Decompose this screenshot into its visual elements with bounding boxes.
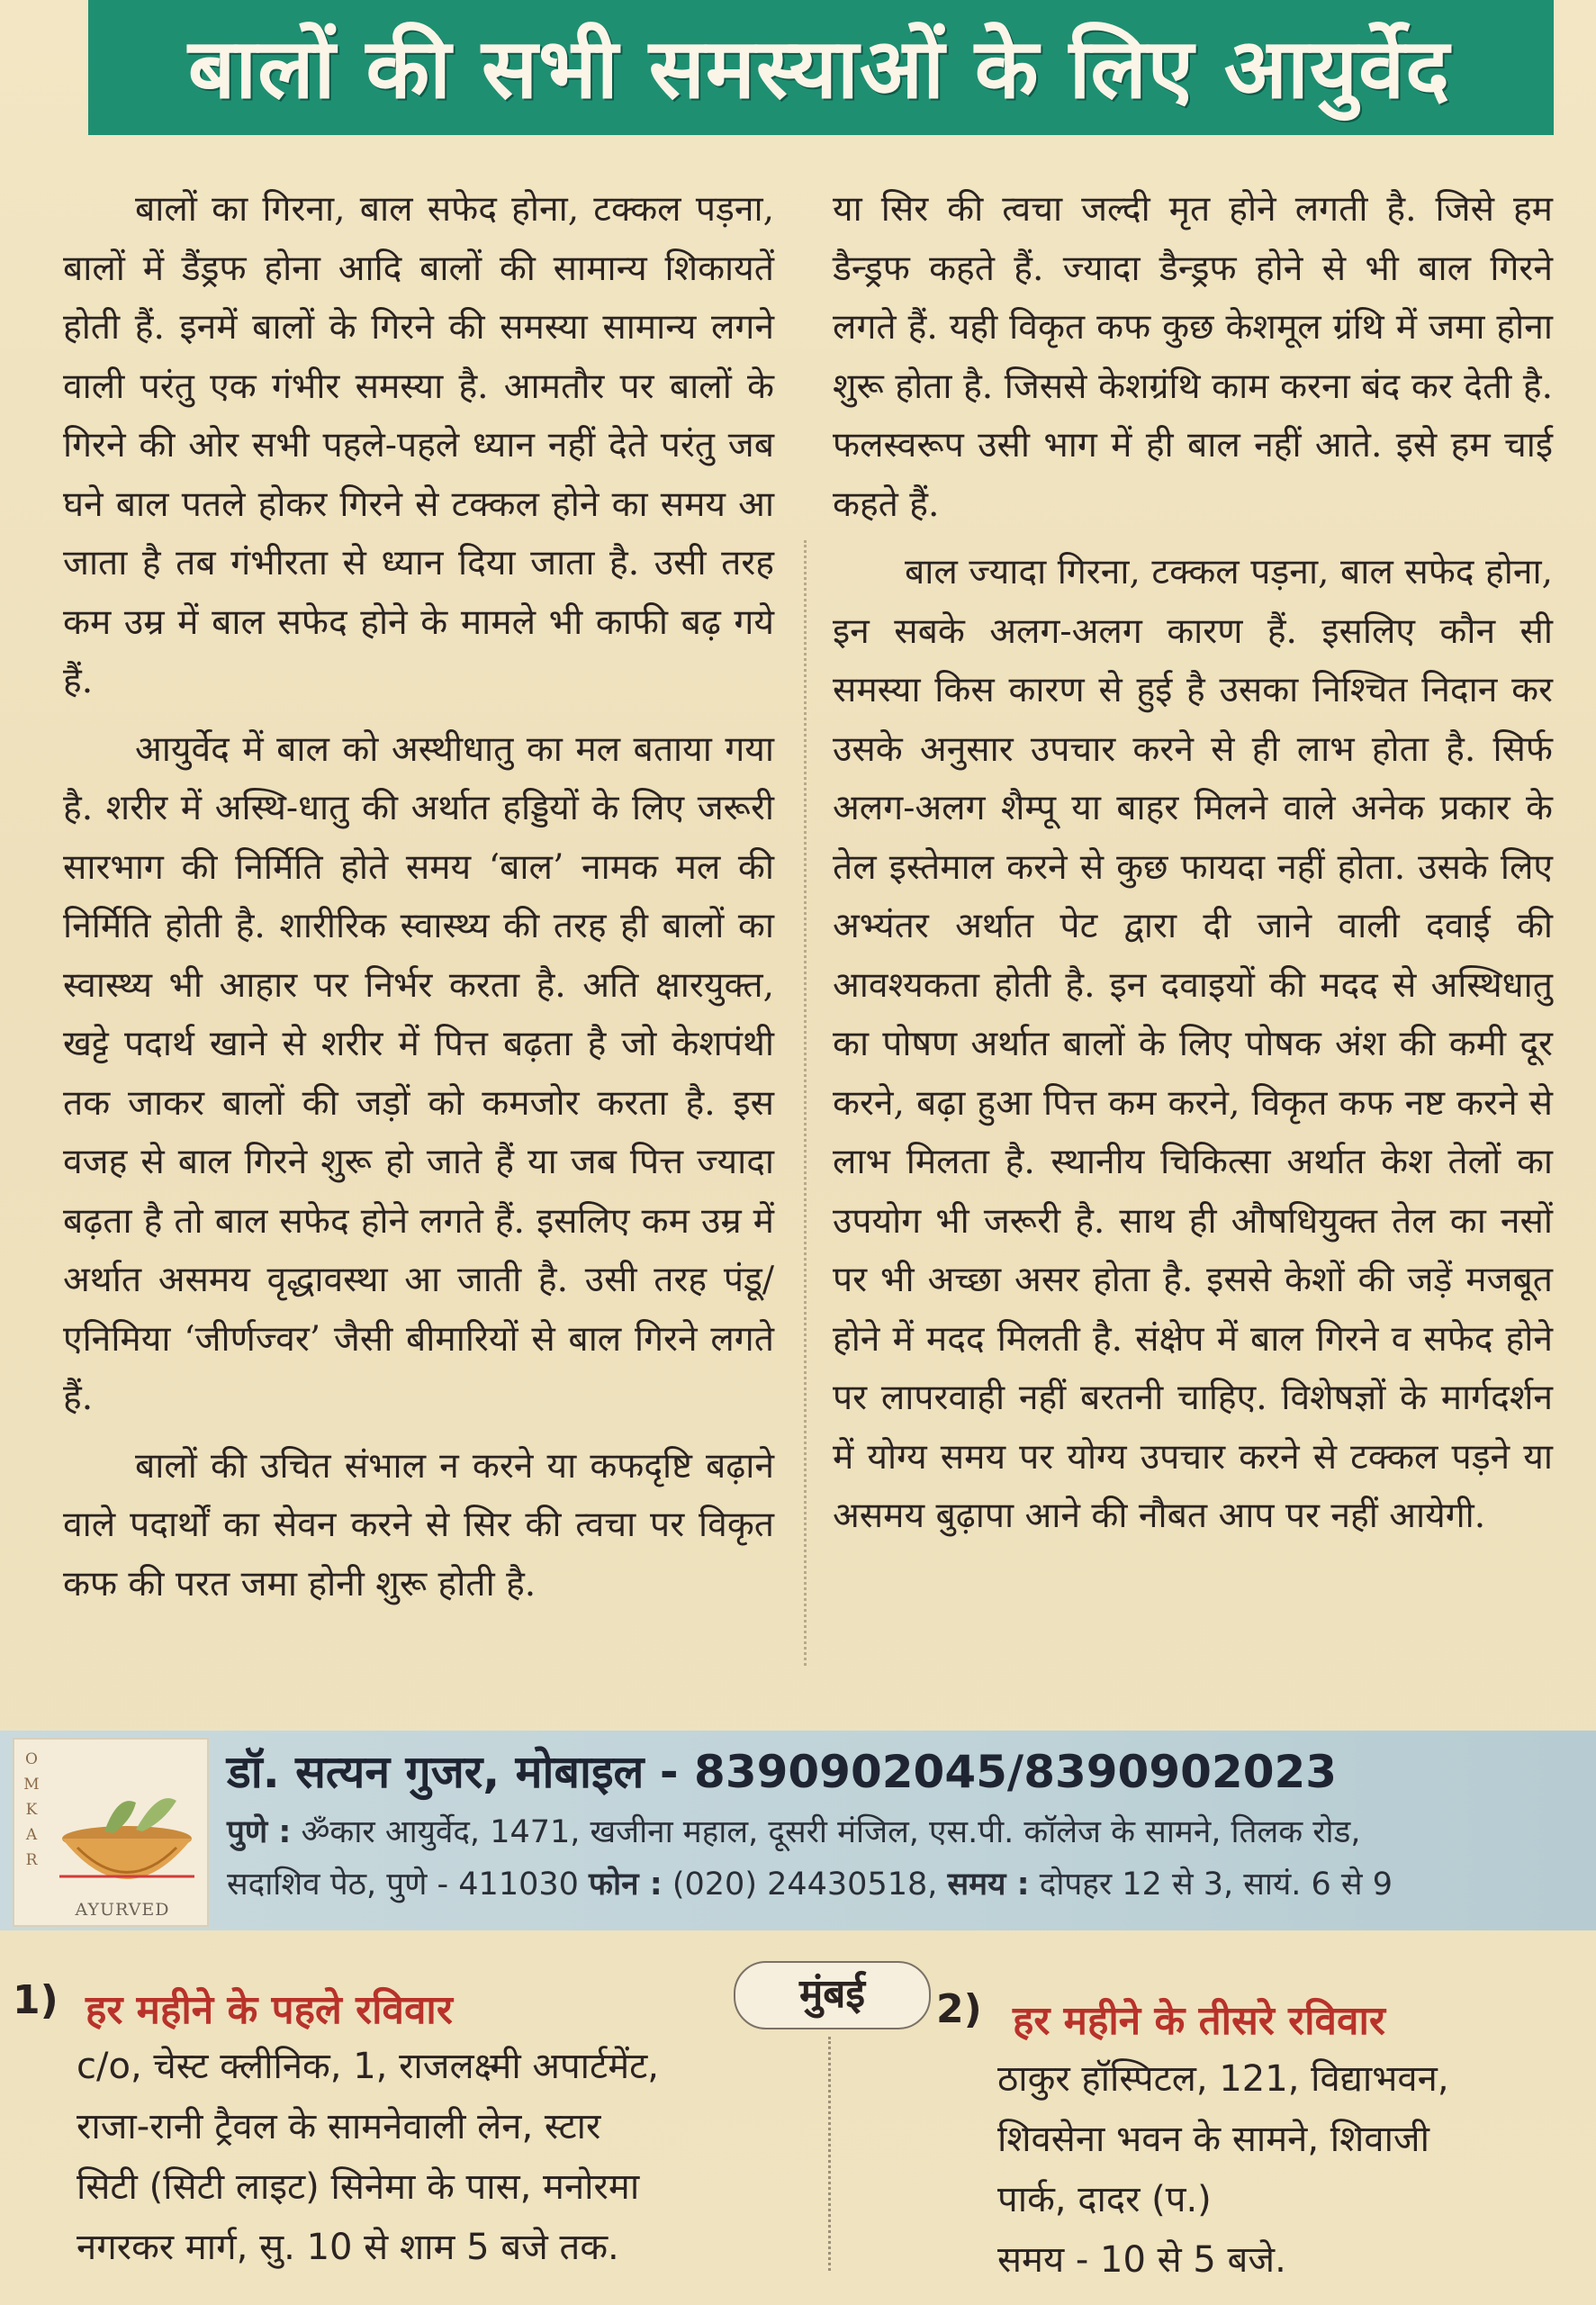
address-line: पार्क, दादर (प.) (997, 2179, 1212, 2220)
clinic-2-number: 2) (936, 1986, 982, 2032)
address-text: सदाशिव पेठ, पुणे - 411030 (227, 1867, 579, 1903)
address-line: सिटी (सिटी लाइट) सिनेमा के पास, मनोरमा (77, 2166, 640, 2208)
address-line: ठाकुर हॉस्पिटल, 121, विद्याभवन, (997, 2058, 1449, 2100)
address-line: नगरकर मार्ग, सु. 10 से शाम 5 बजे तक. (77, 2227, 619, 2268)
address-line: c/o, चेस्ट क्लीनिक, 1, राजलक्ष्मी अपार्टमेंट, (77, 2046, 659, 2087)
clinic-1-schedule: हर महीने के पहले रविवार (86, 1987, 453, 2033)
article-paragraph: या सिर की त्वचा जल्दी मृत होने लगती है. जिसे हम डैन्ड्रफ कहते हैं. ज्यादा डैन्ड्रफ होने से भी बाल गिरने लगते हैं. यही विकृत कफ कुछ केशमूल ग्रंथि में जमा होना शुरू होता है. जिससे केशग्रंथि काम करना बंद कर देती है. फलस्वरूप उसी भाग में ही बाल नहीं आते. इसे हम चाई कहते हैं. (833, 189, 1553, 525)
clinic-divider (828, 2037, 831, 2271)
omkar-ayurved-logo (13, 1738, 209, 1927)
article-paragraph: बाल ज्यादा गिरना, टक्कल पड़ना, बाल सफेद होना, इन सबके अलग-अलग कारण हैं. इसलिए कौन सी समस्या किस कारण से हुई है उसका निश्चित निदान कर उसके अनुसार उपचार करने से ही लाभ होता है. सिर्फ अलग-अलग शैम्पू या बाहर मिलने वाले अनेक प्रकार के तेल इस्तेमाल करने से कुछ फायदा नहीं होता. उसके लिए अभ्यंतर अर्थात पेट द्वारा दी जाने वाली दवाई की आवश्यकता होती है. इन दवाइयों की मदद से अस्थिधातु का पोषण अर्थात बालों के लिए पोषक अंश की कमी दूर करने, बढ़ा हुआ पित्त कम करने, विकृत कफ नष्ट करने से लाभ मिलता है. स्थानीय चिकित्सा अर्थात केश तेलों का उपयोग भी जरूरी है. साथ ही औषधियुक्त तेल का नसों पर भी अच्छा असर होता है. इससे केशों की जड़ें मजबूत होने में मदद मिलती है. संक्षेप में बाल गिरने व सफेद होने पर लापरवाही नहीं बरतनी चाहिए. विशेषज्ञों के मार्गदर्शन में योग्य समय पर योग्य उपचार करने से टक्कल पड़ने या असमय बुढ़ापा आने की नौबत आप पर नहीं आयेगी. (833, 552, 1553, 1536)
time-label: समय : (947, 1867, 1030, 1903)
article-column-left (63, 180, 774, 1623)
address-text: ॐकार आयुर्वेद, 1471, खजीना महाल, दूसरी मंजिल, एस.पी. कॉलेज के सामने, तिलक रोड, (301, 1814, 1361, 1850)
address-line: राजा-रानी ट्रैवल के सामनेवाली लेन, स्टार (77, 2106, 601, 2147)
logo-letter: R (25, 1851, 38, 1869)
phone-number: (020) 24430518, (672, 1867, 938, 1903)
article-column-right (833, 180, 1553, 1555)
article-paragraph: बालों की उचित संभाल न करने या कफदृष्टि बढ़ाने वाले पदार्थों का सेवन करने से सिर की त्वचा पर विकृत कफ की परत जमा होनी शुरू होती है. (63, 1445, 774, 1604)
address-line-2 (227, 1862, 1393, 1907)
logo-letters (22, 1747, 41, 1873)
page-title: बालों की सभी समस्याओं के लिए आयुर्वेद (187, 21, 1451, 117)
article-paragraph: बालों का गिरना, बाल सफेद होना, टक्कल पड़ना, बालों में डैंड्रफ होना आदि बालों की सामान्य शिकायतें होती हैं. इनमें बालों के गिरने की समस्या सामान्य लगने वाली परंतु एक गंभीर समस्या है. आमतौर पर बालों के गिरने की ओर सभी पहले-पहले ध्यान नहीं देते परंतु जब घने बाल पतले होकर गिरने से टक्कल होने का समय आ जाता है तब गंभीरता से ध्यान दिया जाता है. उसी तरह कम उम्र में बाल सफेद होने के मामले भी काफी बढ़ गये हैं. (63, 189, 774, 701)
city-badge: मुंबई (734, 1961, 931, 2029)
clinic-2-schedule: हर महीने के तीसरे रविवार (1013, 1998, 1385, 2044)
clinic-2-address (997, 2049, 1573, 2291)
logo-letter: K (25, 1801, 38, 1819)
timing-text: दोपहर 12 से 3, सायं. 6 से 9 (1039, 1867, 1393, 1903)
address-line-1 (227, 1810, 1360, 1855)
mortar-bowl-icon (50, 1776, 203, 1902)
logo-letter: O (25, 1750, 38, 1768)
doctor-contact: डॉ. सत्यन गुजर, मोबाइल - 8390902045/8390902023 (227, 1746, 1338, 1798)
address-line: समय - 10 से 5 बजे. (997, 2239, 1286, 2281)
article-paragraph: आयुर्वेद में बाल को अस्थीधातु का मल बताया गया है. शरीर में अस्थि-धातु की अर्थात हड्डियों के लिए जरूरी सारभाग की निर्मिति होते समय ‘बाल’ नामक मल की निर्मिति होती है. शारीरिक स्वास्थ्य की तरह ही बालों का स्वास्थ्य भी आहार पर निर्भर करता है. अति क्षारयुक्त, खट्टे पदार्थ खाने से शरीर में पित्त बढ़ता है जो केशपंथी तक जाकर बालों की जड़ों को कमजोर करता है. इस वजह से बाल गिरने शुरू हो जाते हैं या जब पित्त ज्यादा बढ़ता है तो बाल सफेद होने लगते हैं. इसलिए कम उम्र में अर्थात असमय वृद्धावस्था आ जाती है. उसी तरह पंडू/एनिमिया ‘जीर्णज्वर’ जैसी बीमारियों से बाल गिरने लगते हैं. (63, 728, 774, 1418)
city-label: पुणे : (227, 1814, 292, 1850)
column-divider (804, 540, 807, 1666)
logo-letter: A (25, 1826, 38, 1844)
logo-letter: M (23, 1776, 40, 1794)
address-line: शिवसेना भवन के सामने, शिवाजी (997, 2119, 1429, 2160)
clinic-1-number: 1) (13, 1977, 59, 2023)
logo-word: AYURVED (75, 1900, 170, 1920)
clinic-1-address (77, 2037, 806, 2278)
phone-label: फोन : (589, 1867, 663, 1903)
